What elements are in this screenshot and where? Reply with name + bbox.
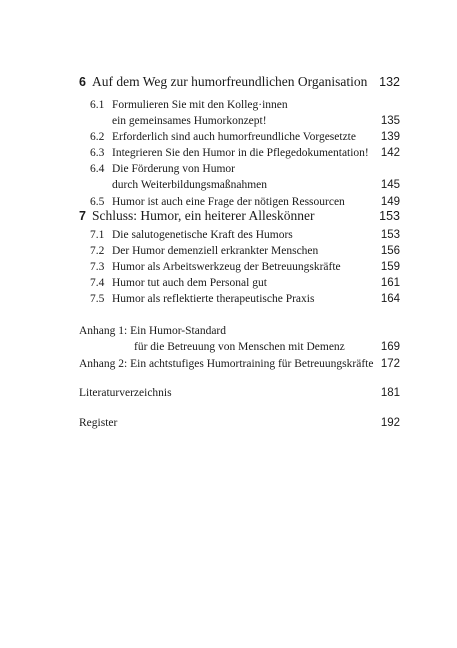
toc-section-6-4-cont[interactable] — [0, 176, 457, 194]
toc-section-title-continued: ein gemeinsames Humorkonzept! — [112, 115, 267, 127]
toc-section-number: 7.4 — [90, 277, 105, 289]
toc-page-number: 132 — [379, 75, 400, 89]
toc-section-title: Humor tut auch dem Personal gut — [112, 277, 267, 289]
toc-section-title: Erforderlich sind auch humorfreundliche Vorgesetzte — [112, 131, 356, 143]
toc-section-title: Integrieren Sie den Humor in die Pflegedokumentation! — [112, 147, 369, 159]
toc-page-number: 161 — [380, 277, 400, 289]
toc-chapter-number: 7 — [79, 209, 86, 223]
toc-page-number: 142 — [380, 147, 400, 159]
toc-chapter-title — [79, 207, 315, 225]
toc-bibliography[interactable] — [0, 384, 457, 402]
toc-page-number: 192 — [380, 417, 400, 429]
toc-section-title: Der Humor demenziell erkrankter Menschen — [112, 245, 319, 257]
toc-page-number: 159 — [380, 261, 400, 273]
toc-section-title: Die Förderung von Humor — [112, 163, 235, 175]
toc-page-number: 153 — [379, 209, 400, 223]
toc-section-title: Humor ist auch eine Frage der nötigen Ressourcen — [112, 196, 345, 208]
toc-page-number: 164 — [380, 293, 400, 305]
toc-appendix-1-cont[interactable] — [0, 338, 457, 356]
toc-page-number: 156 — [380, 245, 400, 257]
toc-page-number: 181 — [380, 387, 400, 399]
toc-section-number: 6.2 — [90, 131, 105, 143]
toc-section-title: Humor als reflektierte therapeutische Praxis — [112, 293, 315, 305]
toc-section-number: 7.5 — [90, 293, 105, 305]
toc-appendix-title: Anhang 2: Ein achtstufiges Humortraining für Betreuungskräfte — [79, 358, 374, 370]
toc-page-number: 169 — [380, 341, 400, 353]
toc-bibliography-title: Literaturverzeichnis — [79, 387, 172, 399]
toc-appendix-2[interactable] — [0, 355, 457, 373]
toc-register[interactable] — [0, 414, 457, 432]
toc-chapter-title-text: Schluss: Humor, ein heiterer Alleskönner — [91, 208, 315, 223]
toc-page-number: 139 — [380, 131, 400, 143]
toc-page-number: 149 — [380, 196, 400, 208]
toc-chapter-number: 6 — [79, 75, 86, 89]
toc-page-number: 135 — [380, 115, 400, 127]
toc-section-title: Die salutogenetische Kraft des Humors — [112, 229, 293, 241]
toc-chapter-7[interactable] — [0, 207, 457, 225]
toc-section-number: 7.3 — [90, 261, 105, 273]
toc-page-number: 172 — [380, 358, 400, 370]
toc-page-number: 145 — [380, 179, 400, 191]
toc-section-number: 6.1 — [90, 99, 105, 111]
toc-appendix-title-continued: für die Betreuung von Menschen mit Demenz — [134, 341, 345, 353]
toc-appendix-title: Anhang 1: Ein Humor-Standard — [79, 325, 227, 337]
toc-section-number: 6.3 — [90, 147, 105, 159]
toc-chapter-title-text: Auf dem Weg zur humorfreundlichen Organisation — [91, 74, 368, 89]
toc-section-number: 6.4 — [90, 163, 105, 175]
toc-register-title: Register — [79, 417, 118, 429]
toc-section-title: Formulieren Sie mit den Kolleg·innen — [112, 99, 288, 111]
toc-section-number: 7.1 — [90, 229, 105, 241]
toc-page-number: 153 — [380, 229, 400, 241]
toc-section-title-continued: durch Weiterbildungsmaßnahmen — [112, 179, 268, 191]
toc-section-number: 7.2 — [90, 245, 105, 257]
toc-section-7-5[interactable] — [0, 290, 457, 308]
toc-section-title: Humor als Arbeitswerkzeug der Betreuungskräfte — [112, 261, 341, 273]
toc-section-number: 6.5 — [90, 196, 105, 208]
toc-chapter-6[interactable] — [0, 73, 457, 91]
toc-chapter-title — [79, 73, 367, 91]
